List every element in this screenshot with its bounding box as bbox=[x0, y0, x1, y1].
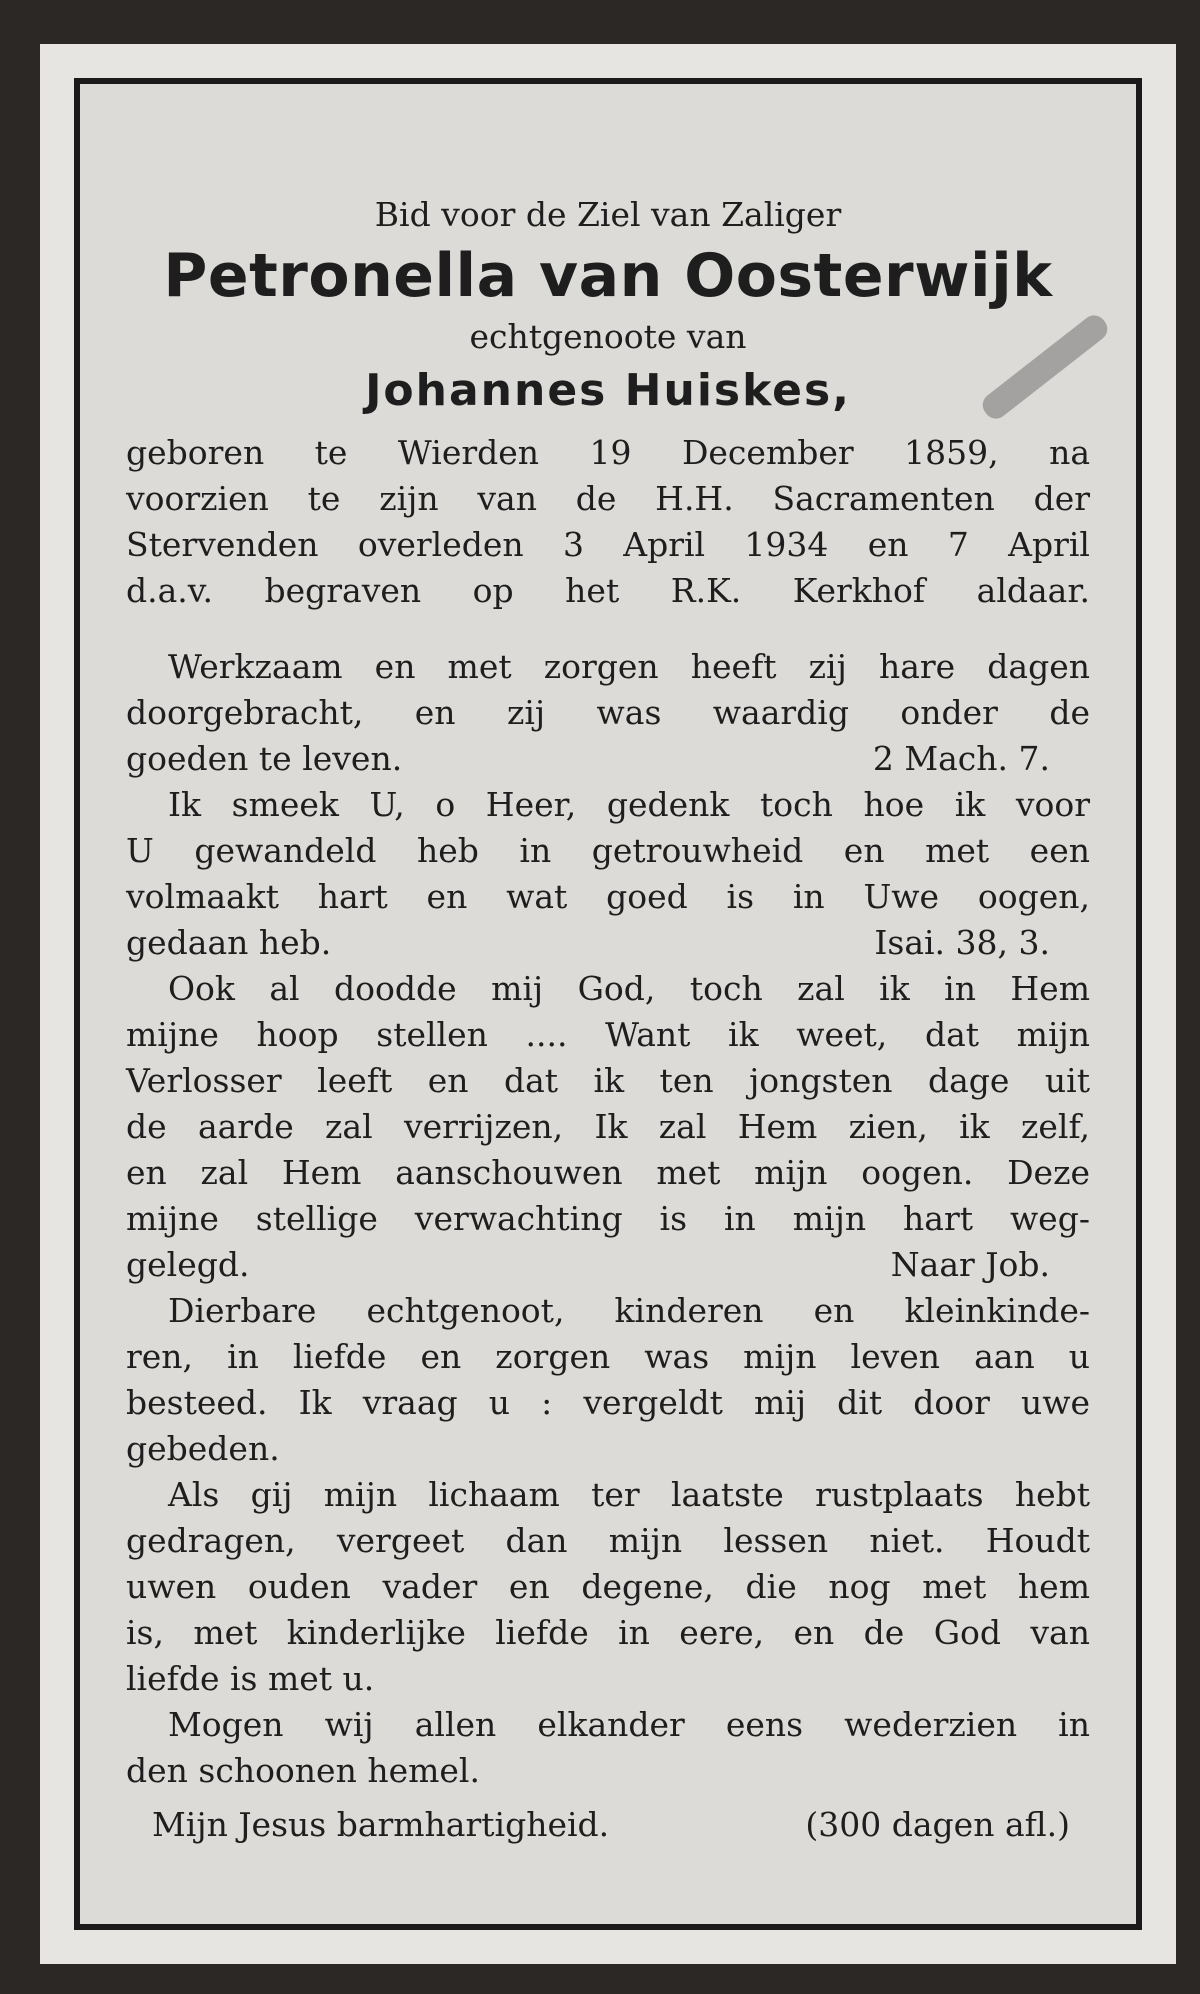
paragraph-line: ren, in liefde en zorgen was mijn leven aan u bbox=[126, 1337, 1090, 1376]
paragraph-line: liefde is met u. bbox=[126, 1659, 375, 1698]
relation-text: echtgenoote van bbox=[469, 317, 747, 356]
paragraph-line: uwen ouden vader en degene, die nog met hem bbox=[126, 1567, 1090, 1606]
paragraph-line: Dierbare echtgenoot, kinderen en kleinkinde- bbox=[168, 1291, 1090, 1330]
verse-line: en zal Hem aanschouwen met mijn oogen. Deze bbox=[126, 1153, 1090, 1192]
verse-line: mijne stellige verwachting is in mijn hart weg- bbox=[126, 1199, 1090, 1238]
verse-reference: Isai. 38, 3. bbox=[874, 923, 1050, 962]
paragraph-line: Mogen wij allen elkander eens wederzien in bbox=[168, 1705, 1090, 1744]
card-text bbox=[126, 192, 1090, 1848]
paragraph-line: Als gij mijn lichaam ter laatste rustplaats hebt bbox=[168, 1475, 1090, 1514]
verse-line: gelegd. bbox=[126, 1245, 250, 1284]
paragraph-3 bbox=[126, 1702, 1090, 1794]
verse-line: doorgebracht, en zij was waardig onder de bbox=[126, 693, 1090, 732]
verse-line: U gewandeld heb in getrouwheid en met een bbox=[126, 831, 1090, 870]
indulgence-note: (300 dagen afl.) bbox=[805, 1805, 1070, 1844]
verse-line: Verlosser leeft en dat ik ten jongsten dage uit bbox=[126, 1061, 1090, 1100]
verse-1 bbox=[126, 644, 1090, 782]
closing-prayer: Mijn Jesus barmhartigheid. bbox=[152, 1805, 610, 1844]
paragraph-line: besteed. Ik vraag u : vergeldt mij dit door uwe bbox=[126, 1383, 1090, 1422]
verse-line: Werkzaam en met zorgen heeft zij hare dagen bbox=[168, 647, 1090, 686]
verse-reference: Naar Job. bbox=[890, 1245, 1050, 1284]
verse-line: mijne hoop stellen .... Want ik weet, dat mijn bbox=[126, 1015, 1090, 1054]
paragraph-line: gedragen, vergeet dan mijn lessen niet. Houdt bbox=[126, 1521, 1090, 1560]
bio-line: geboren te Wierden 19 December 1859, na bbox=[126, 433, 1090, 472]
biography bbox=[126, 430, 1090, 614]
verse-line: goeden te leven. bbox=[126, 739, 403, 778]
closing-line bbox=[126, 1802, 1090, 1848]
paragraph-2 bbox=[126, 1472, 1090, 1702]
verse-line: Ik smeek U, o Heer, gedenk toch hoe ik voor bbox=[168, 785, 1090, 824]
deceased-name: Petronella van Oosterwijk bbox=[163, 241, 1053, 311]
prayer-heading: Bid voor de Ziel van Zaliger bbox=[374, 195, 842, 234]
verse-line: volmaakt hart en wat goed is in Uwe oogen, bbox=[126, 877, 1090, 916]
verse-line: gedaan heb. bbox=[126, 923, 332, 962]
paragraph-line: is, met kinderlijke liefde in eere, en de God van bbox=[126, 1613, 1090, 1652]
verse-line: Ook al doodde mij God, toch zal ik in Hem bbox=[168, 969, 1090, 1008]
bio-line: Stervenden overleden 3 April 1934 en 7 April bbox=[126, 525, 1090, 564]
spouse-name: Johannes Huiskes, bbox=[365, 365, 851, 416]
paragraph-line: gebeden. bbox=[126, 1429, 280, 1468]
card-border bbox=[74, 78, 1142, 1930]
bio-line: d.a.v. begraven op het R.K. Kerkhof aldaar. bbox=[126, 571, 1090, 610]
verse-reference: 2 Mach. 7. bbox=[872, 739, 1050, 778]
paragraph-line: den schoonen hemel. bbox=[126, 1751, 480, 1790]
verse-line: de aarde zal verrijzen, Ik zal Hem zien, ik zelf, bbox=[126, 1107, 1090, 1146]
verse-2 bbox=[126, 782, 1090, 966]
paragraph-1 bbox=[126, 1288, 1090, 1472]
bio-line: voorzien te zijn van de H.H. Sacramenten der bbox=[126, 479, 1090, 518]
memorial-card bbox=[40, 44, 1176, 1964]
verse-3 bbox=[126, 966, 1090, 1288]
